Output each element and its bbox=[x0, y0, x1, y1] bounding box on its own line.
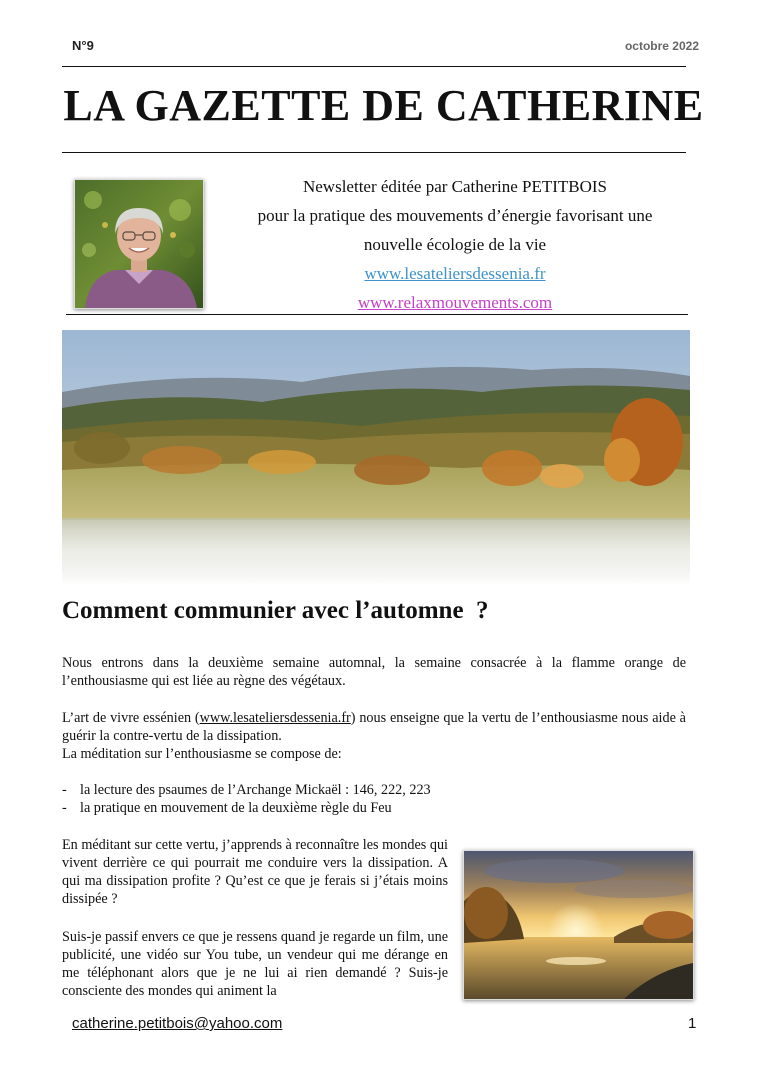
list-item bbox=[62, 799, 431, 817]
paragraph-5: Suis-je passif envers ce que je ressens quand je regarde un film, une publicité, une vidéo sur You tube, un vendeur qui me dérange en me téléphonant alors que je ne lui ai rien demandé ? Suis-je consciente des mondes qui animent la bbox=[62, 929, 448, 999]
intro-line-1: Newsletter éditée par Catherine PETITBOIS bbox=[302, 177, 607, 196]
intro-line-2: pour la pratique des mouvements d’énergie favorisant une bbox=[257, 206, 653, 225]
paragraph-1: Nous entrons dans la deuxième semaine automnal, la semaine consacrée à la flamme orange de l’enthousiasme qui est liée au règne des végétaux. bbox=[62, 655, 686, 689]
relax-link[interactable]: www.relaxmouvements.com bbox=[357, 293, 553, 312]
landscape-illustration bbox=[62, 330, 690, 586]
issue-date: octobre 2022 bbox=[624, 39, 699, 53]
paragraph-4: En méditant sur cette vertu, j’apprends à reconnaître les mondes qui vivent derrière ce qui pourrait me conduire vers la dissipation. A qui ma dissipation profite ? Qu’est ce que je ferais si j’étais moins dissipée ? bbox=[62, 837, 448, 907]
intro-line-3: nouvelle écologie de la vie bbox=[363, 235, 547, 254]
list-dash: - bbox=[62, 782, 67, 798]
list-item-text: la pratique en mouvement de la deuxième règle du Feu bbox=[80, 800, 392, 816]
list-item bbox=[62, 781, 431, 799]
issue-number: N°9 bbox=[72, 38, 94, 53]
article-heading: Comment communier avec l’automne ? bbox=[62, 597, 489, 624]
contact-email[interactable]: catherine.petitbois@yahoo.com bbox=[72, 1015, 283, 1032]
intro-divider bbox=[66, 314, 688, 315]
portrait-image bbox=[75, 180, 203, 308]
title-divider bbox=[62, 152, 686, 153]
list-dash: - bbox=[62, 800, 67, 816]
paragraph-2-start: L’art de vivre essénien ( bbox=[62, 710, 200, 726]
paragraph-2-end: ) nous enseigne que la vertu de l’enthousiasme nous aide à guérir la contre-vertu de la dissipation. bbox=[62, 710, 686, 744]
autumn-landscape-image bbox=[62, 330, 690, 586]
sunset-illustration bbox=[464, 851, 693, 999]
inline-ateliers-link[interactable]: www.lesateliersdessenia.fr bbox=[199, 710, 351, 726]
list-item-text: la lecture des psaumes de l’Archange Mickaël : 146, 222, 223 bbox=[80, 782, 431, 798]
ateliers-link[interactable]: www.lesateliersdessenia.fr bbox=[364, 264, 546, 283]
paragraph-3: La méditation sur l’enthousiasme se compose de: bbox=[62, 746, 342, 762]
author-portrait bbox=[74, 179, 204, 309]
meditation-list bbox=[62, 781, 431, 817]
paragraph-2 bbox=[62, 709, 686, 745]
page-number: 1 bbox=[688, 1015, 697, 1032]
page-title: LA GAZETTE DE CATHERINE bbox=[63, 81, 704, 130]
newsletter-intro bbox=[210, 172, 700, 317]
top-divider bbox=[62, 66, 686, 67]
river-sunset-image bbox=[463, 850, 694, 1000]
